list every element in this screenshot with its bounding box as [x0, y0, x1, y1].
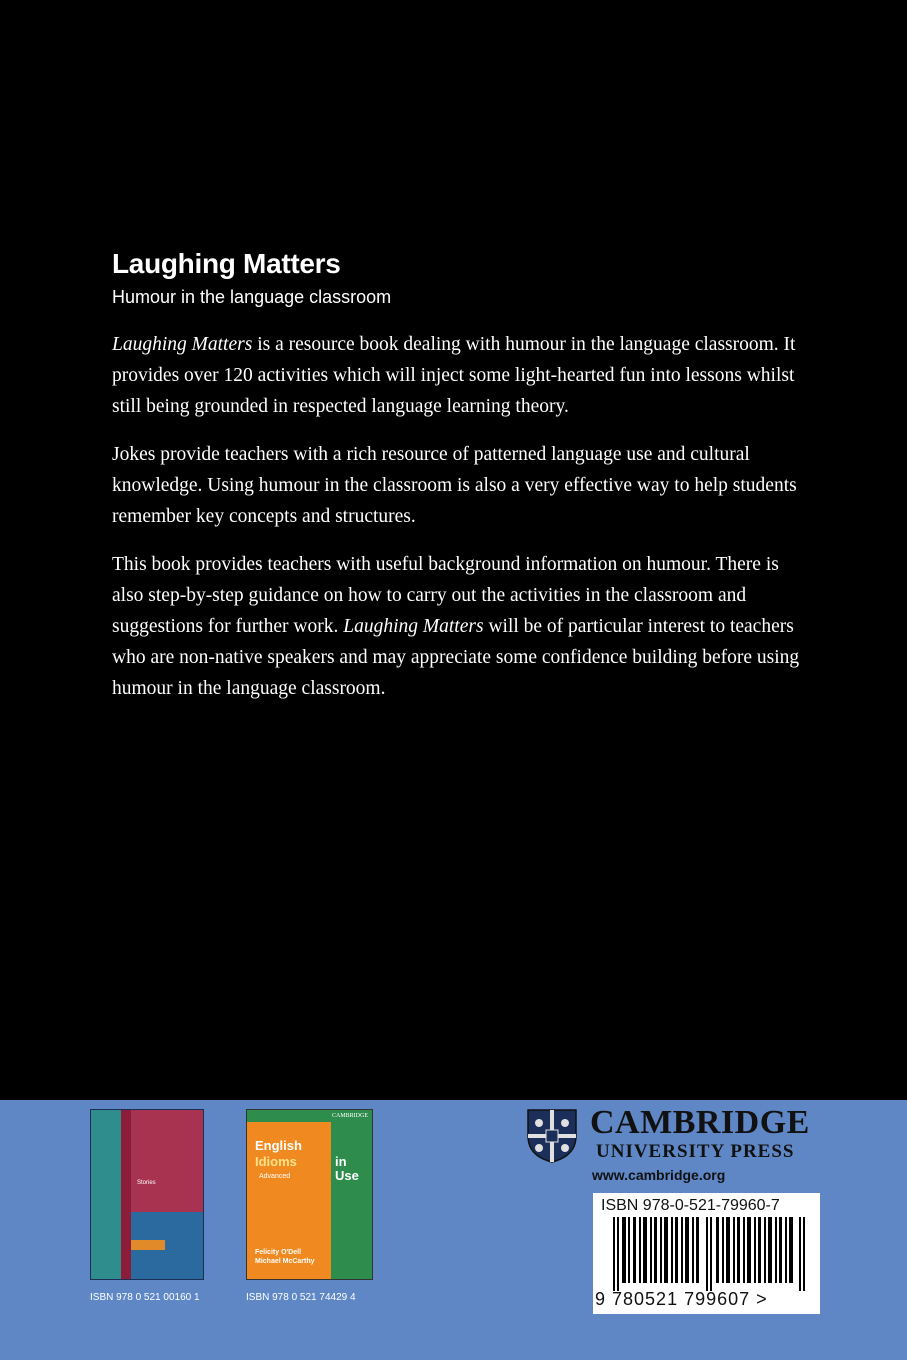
- title-italic: Laughing Matters: [343, 616, 484, 637]
- blurb-text: will be of particular interest to teachers who are non-native speakers and may appreciate some confidence building before using humour in the language classroom.: [112, 616, 800, 699]
- related-book-cover-idioms: [246, 1109, 373, 1280]
- barcode-isbn: ISBN 978-0-521-79960-7: [601, 1197, 780, 1214]
- book-title: Laughing Matters: [112, 248, 341, 279]
- book-subtitle: Humour in the language classroom: [112, 287, 392, 307]
- blurb-text: is a resource book dealing with humour in the language classroom. It provides over 120 activities which will inject some light-hearted fun into lessons whilst still being grounded in respected language learning theory.: [112, 334, 796, 417]
- cover-title-line2: Idioms: [255, 1154, 297, 1169]
- blurb: [112, 329, 802, 721]
- publisher-url: www.cambridge.org: [592, 1167, 726, 1183]
- blurb-paragraph-1: [112, 329, 802, 422]
- blurb-text: This book provides teachers with useful background information on humour. There is also step-by-step guidance on how to carry out the activities in the classroom and suggestions for further work.: [112, 554, 779, 637]
- cover-title-line3: Use: [335, 1168, 359, 1183]
- related-isbn-2: ISBN 978 0 521 74429 4: [246, 1292, 356, 1303]
- cover-title: Stories: [137, 1180, 156, 1186]
- blurb-paragraph-3: [112, 549, 802, 704]
- blurb-paragraph-2: Jokes provide teachers with a rich resource of patterned language use and cultural knowledge. Using humour in the classroom is also a very effective way to help students remember key concepts and structures.: [112, 444, 797, 527]
- barcode-digits: 9 780521 799607 >: [595, 1289, 768, 1309]
- barcode-bars-icon: [613, 1217, 807, 1291]
- cover-authors: [255, 1248, 315, 1266]
- barcode: [593, 1193, 820, 1314]
- cover-title-line1: English: [255, 1138, 302, 1153]
- author-name: Michael McCarthy: [255, 1258, 315, 1265]
- cover-level: Advanced: [259, 1173, 291, 1180]
- university-crest-icon: [524, 1106, 580, 1164]
- author-name: Felicity O'Dell: [255, 1249, 302, 1256]
- series-label: CAMBRIDGE: [247, 1110, 373, 1122]
- title-italic: Laughing Matters: [112, 334, 253, 355]
- publisher-name-line2: UNIVERSITY PRESS: [596, 1141, 795, 1162]
- cover-title-line2b: in: [335, 1154, 347, 1169]
- publisher-name: CAMBRIDGE: [590, 1104, 810, 1141]
- related-book-cover-stories: [90, 1109, 204, 1280]
- related-isbn-1: ISBN 978 0 521 00160 1: [90, 1292, 200, 1303]
